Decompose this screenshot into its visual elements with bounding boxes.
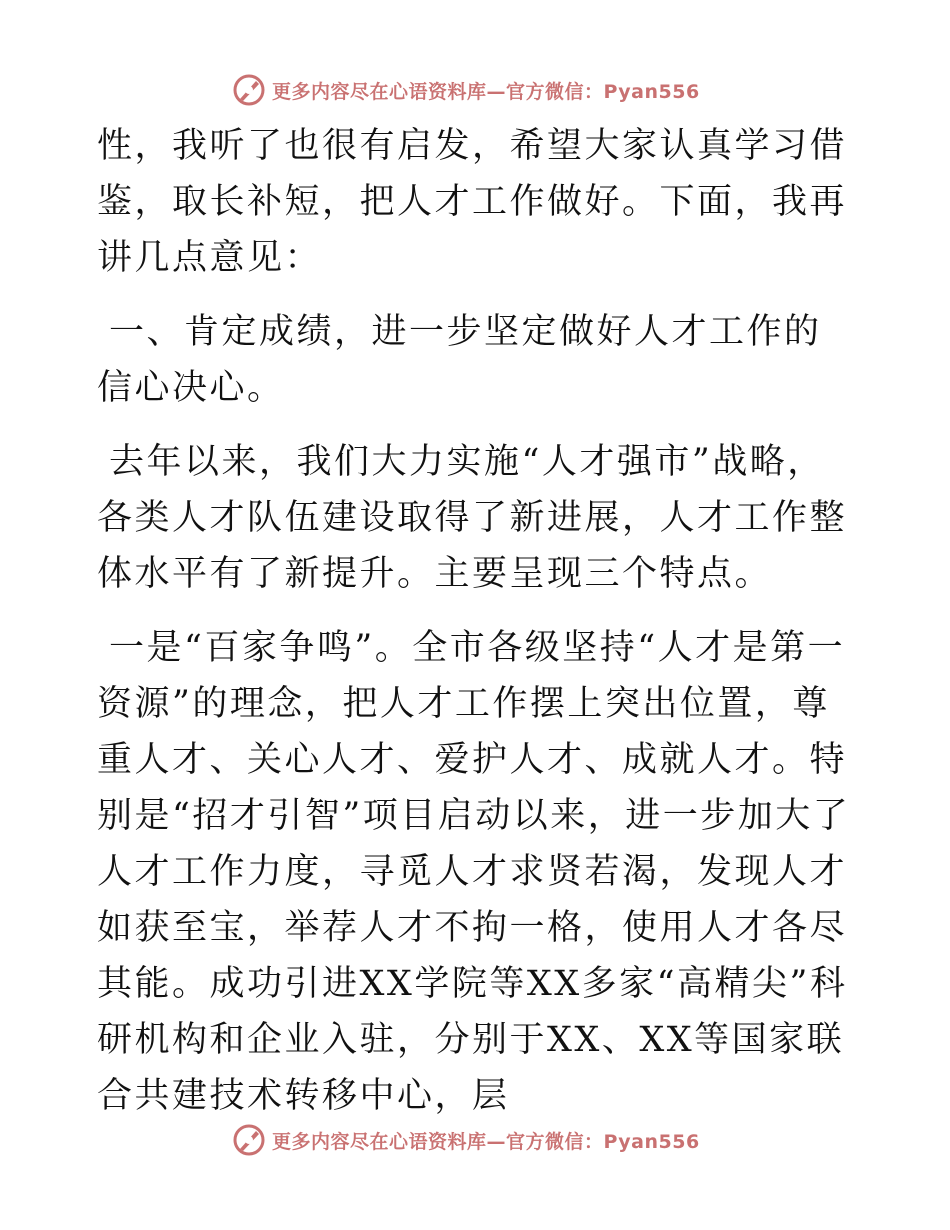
paragraph-intro: 性，我听了也很有启发，希望大家认真学习借鉴，取长补短，把人才工作做好。下面，我再讲几点意见：: [97, 126, 848, 278]
section-heading-1: 一、肯定成绩，进一步坚定做好人才工作的信心决心。: [97, 312, 822, 408]
footer-watermark: [232, 1122, 700, 1158]
document-body: [97, 118, 857, 1124]
watermark-text: 更多内容尽在心语资料库—官方微信：Pyan556: [272, 80, 700, 103]
watermark-text: 更多内容尽在心语资料库—官方微信：Pyan556: [272, 1130, 700, 1153]
quill-logo-icon: [232, 1123, 266, 1157]
paragraph-feature-1: 一是“百家争鸣”。全市各级坚持“人才是第一资源”的理念，把人才工作摆上突出位置，尊重人才、关心人才、爱护人才、成就人才。特别是“招才引智”项目启动以来，进一步加大了人才工作力度，寻觅人才求贤若渴，发现人才如获至宝，举荐人才不拘一格，使用人才各尽其能。成功引进XX学院等XX多家“高精尖”科研机构和企业入驻，分别于XX、XX等国家联合共建技术转移中心，层: [97, 628, 851, 1116]
header-watermark: [232, 72, 700, 108]
quill-logo-icon: [232, 73, 266, 107]
paragraph-overview: 去年以来，我们大力实施“人才强市”战略，各类人才队伍建设取得了新进展，人才工作整体水平有了新提升。主要呈现三个特点。: [97, 442, 848, 594]
